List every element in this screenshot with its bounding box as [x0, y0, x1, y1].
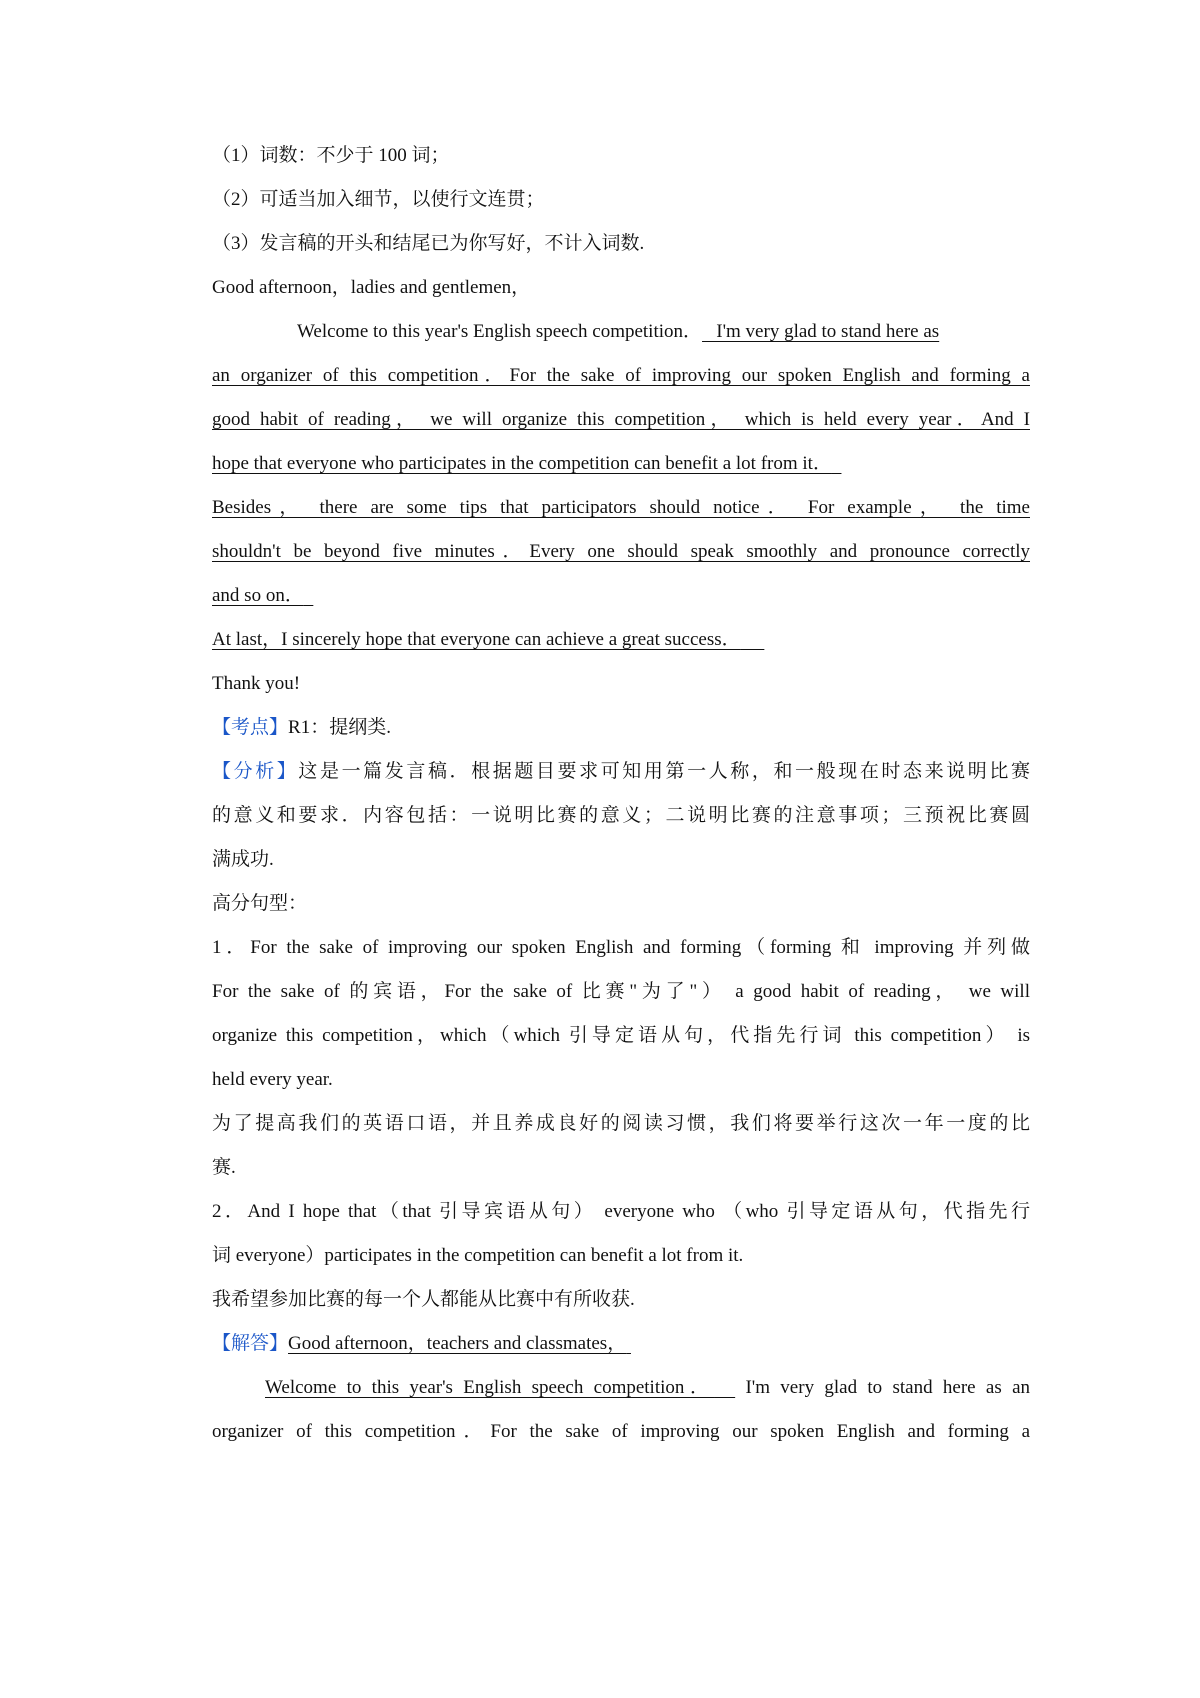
- speech-line-1-underlined: I'm very glad to stand here as: [702, 321, 940, 342]
- speech-line-4: hope that everyone who participates in the competition can benefit a lot from it．: [212, 453, 832, 474]
- requirement-1: （1）词数：不少于 100 词；: [212, 145, 450, 166]
- gaofen-item1-line-2: For the sake of 的宾语，For the sake of 比赛"为了"） a good habit of reading， we will: [212, 981, 1030, 1002]
- gaofen-item2-line-1: 2．And I hope that（that 引导宾语从句） everyone who （who 引导定语从句，代指先行: [212, 1201, 1030, 1222]
- speech-line-3: good habit of reading， we will organize this competition， which is held every year．And I: [212, 409, 1030, 430]
- gaofen-item2-line-2: 词 everyone）participates in the competition can benefit a lot from it.: [212, 1245, 744, 1266]
- kaodian-text: R1：提纲类.: [288, 717, 391, 738]
- speech-line-1-plain: Welcome to this year's English speech competition．: [297, 321, 703, 342]
- kaodian-tag: 【考点】: [212, 717, 289, 738]
- speech-line-8-wrap: [212, 627, 1030, 653]
- speech-greeting: Good afternoon，ladies and gentlemen，: [212, 277, 531, 298]
- jieda-line-1-underlined: Welcome to this year's English speech competition．: [265, 1377, 715, 1398]
- speech-line-8: At last，I sincerely hope that everyone can achieve a great success．: [212, 629, 741, 650]
- jieda-greeting: Good afternoon，teachers and classmates，: [288, 1333, 627, 1354]
- gaofen-item1-translation-2: 赛.: [212, 1157, 236, 1178]
- gaofen-heading: 高分句型：: [212, 893, 308, 914]
- speech-line-5: Besides， there are some tips that participators should notice． For example， the time: [212, 497, 1030, 518]
- fenxi-row-1: [212, 759, 1030, 785]
- fenxi-line-2: 的意义和要求．内容包括：一说明比赛的意义；二说明比赛的注意事项；三预祝比赛圆: [212, 805, 1030, 826]
- gaofen-item1-translation-1: 为了提高我们的英语口语，并且养成良好的阅读习惯，我们将要举行这次一年一度的比: [212, 1113, 1030, 1134]
- speech-line-7: and so on．: [212, 585, 304, 606]
- fenxi-tag: 【分析】: [212, 761, 299, 782]
- jieda-tag: 【解答】: [212, 1333, 289, 1354]
- requirement-2: （2）可适当加入细节，以使行文连贯；: [212, 189, 545, 210]
- gaofen-item1-line-1: 1．For the sake of improving our spoken English and forming（forming 和 improving 并列做: [212, 937, 1030, 958]
- gaofen-item1-line-4: held every year.: [212, 1069, 333, 1090]
- fenxi-line-1: 这是一篇发言稿．根据题目要求可知用第一人称，和一般现在时态来说明比赛: [298, 761, 1030, 782]
- kaodian-row: [212, 715, 1030, 741]
- jieda-row: [212, 1331, 1030, 1357]
- jieda-line-1: [265, 1375, 1030, 1401]
- gaofen-item2-translation: 我希望参加比赛的每一个人都能从比赛中有所收获.: [212, 1289, 635, 1310]
- speech-line-7-wrap: [212, 583, 1030, 609]
- speech-closing: Thank you!: [212, 673, 301, 694]
- requirement-3: （3）发言稿的开头和结尾已为你写好，不计入词数.: [212, 233, 645, 254]
- speech-line-1: [297, 319, 1030, 345]
- fenxi-line-3: 满成功.: [212, 849, 274, 870]
- speech-line-2: an organizer of this competition．For the sake of improving our spoken English and forming a: [212, 365, 1030, 386]
- jieda-line-2: organizer of this competition．For the sake of improving our spoken English and forming a: [212, 1421, 1030, 1442]
- speech-line-6: shouldn't be beyond five minutes．Every one should speak smoothly and pronounce correctly: [212, 541, 1030, 562]
- speech-line-4-wrap: [212, 451, 1030, 477]
- jieda-line-1-plain: I'm very glad to stand here as an: [745, 1377, 1030, 1398]
- gaofen-item1-line-3: organize this competition，which（which 引导定语从句，代指先行词 this competition） is: [212, 1025, 1030, 1046]
